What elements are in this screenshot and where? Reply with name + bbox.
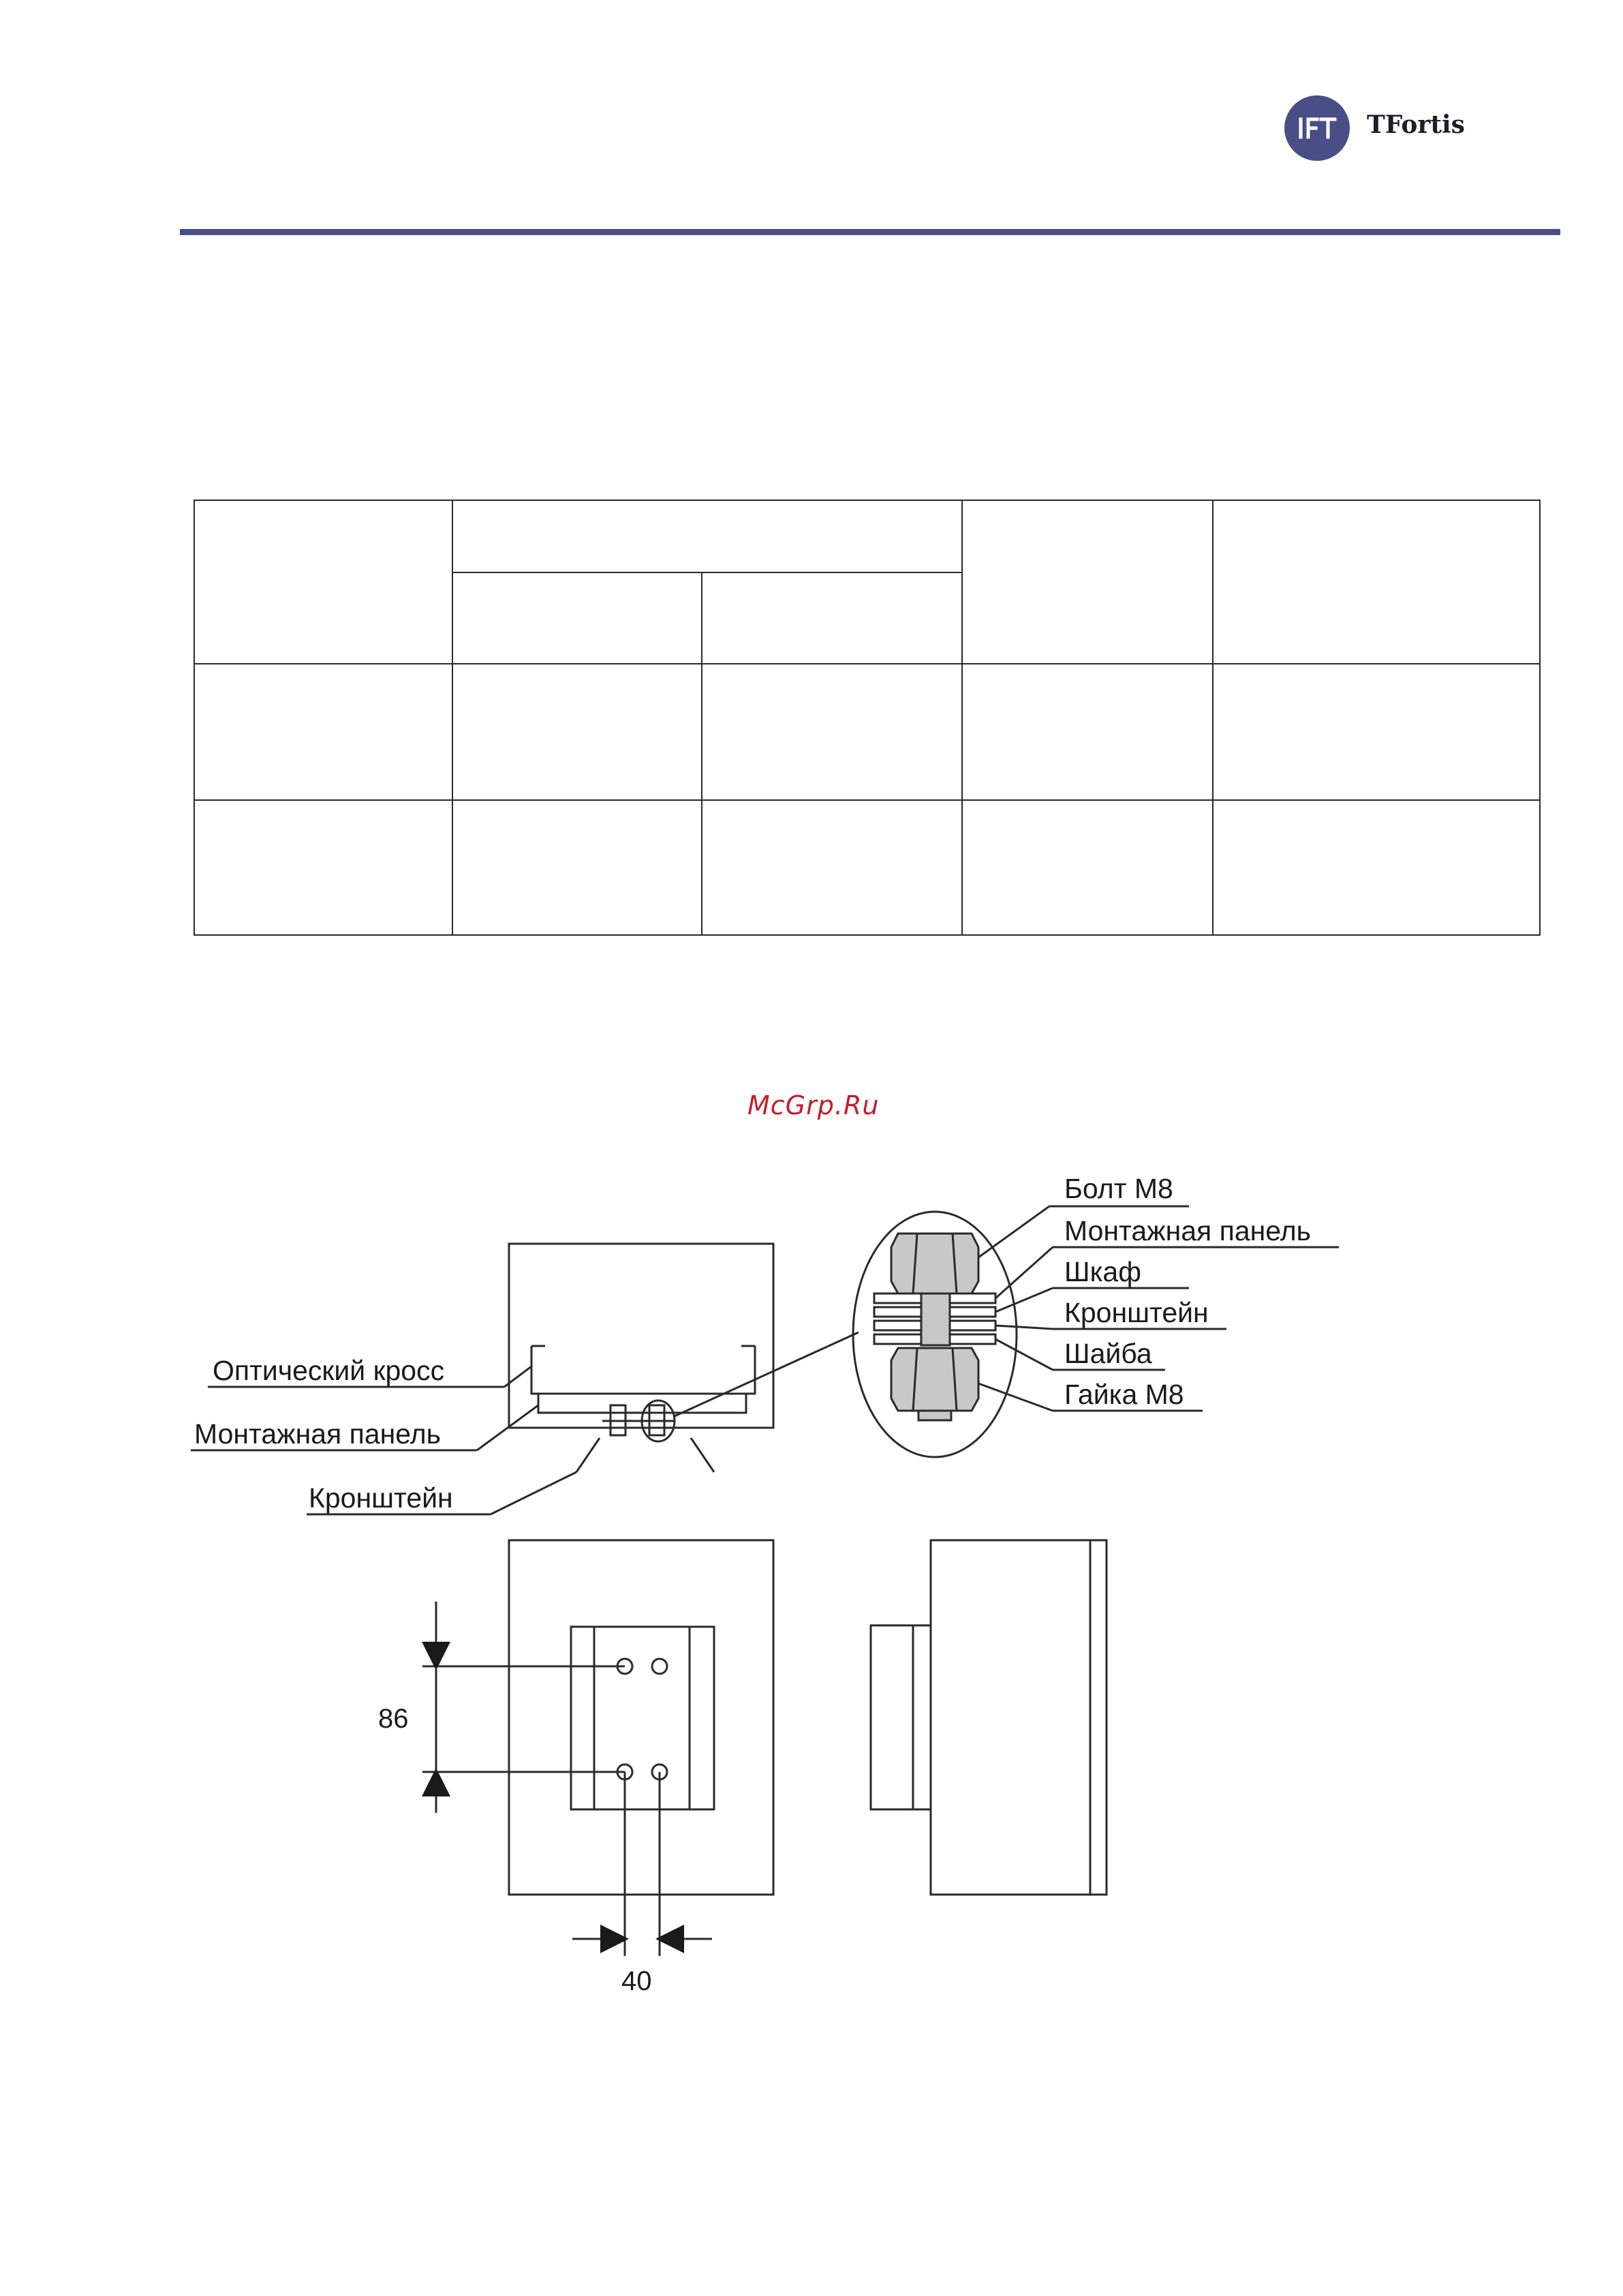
detail-connector [675, 1332, 859, 1416]
label-mount-panel: Монтажная панель [194, 1418, 442, 1450]
bolt-shank [921, 1294, 950, 1345]
watermark-text: McGrp.Ru [747, 1090, 880, 1120]
bolt-head [891, 1234, 978, 1294]
cabinet-front-view [509, 1540, 773, 1895]
optical-cross-shape [531, 1346, 755, 1394]
label-bracket-detail: Кронштейн [1064, 1297, 1209, 1328]
dimension-horizontal: 40 [621, 1966, 652, 1996]
cabinet-top-view [509, 1244, 773, 1428]
brand-name: TFortis [1367, 110, 1465, 139]
label-nut: Гайка М8 [1064, 1379, 1184, 1410]
label-cabinet: Шкаф [1064, 1256, 1141, 1287]
label-optical-cross: Оптический кросс [213, 1355, 445, 1386]
hole [652, 1659, 667, 1674]
label-washer: Шайба [1064, 1338, 1152, 1369]
label-bracket: Кронштейн [309, 1482, 453, 1514]
dimension-vertical: 86 [378, 1704, 409, 1734]
nut-shape [891, 1348, 978, 1411]
label-mount-panel-detail: Монтажная панель [1064, 1215, 1312, 1246]
bracket-leg [576, 1438, 600, 1472]
bracket-leg [691, 1438, 714, 1472]
bracket-front-view [571, 1627, 714, 1809]
mount-panel-strip [538, 1394, 746, 1413]
label-bolt: Болт М8 [1064, 1173, 1173, 1204]
cabinet-side-view [931, 1540, 1107, 1895]
bracket-side-view [871, 1625, 931, 1809]
